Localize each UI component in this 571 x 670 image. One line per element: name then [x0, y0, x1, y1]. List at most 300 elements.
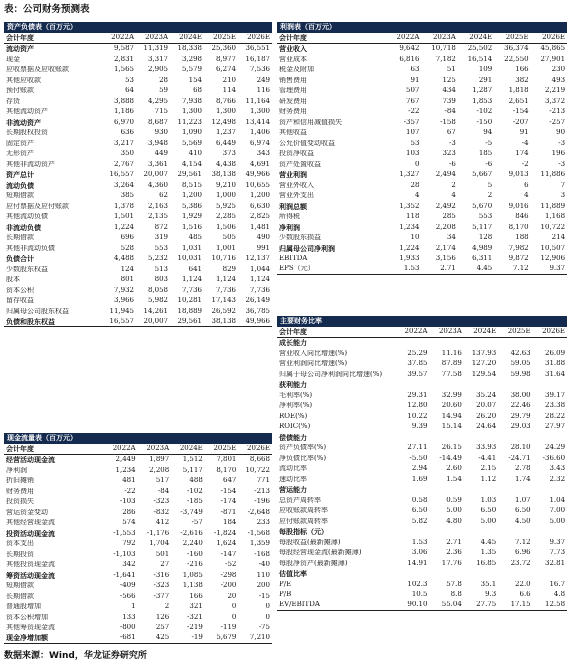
cell-value: 20.07: [476, 402, 497, 410]
cell-value: 49,966: [245, 171, 270, 179]
cell-value: 20: [227, 592, 237, 600]
cell-value: 8,687: [147, 118, 168, 126]
cell-value: 1,516: [181, 223, 202, 231]
row-label: 营业收入同比增速(%): [279, 349, 348, 357]
table-row: [4, 75, 272, 86]
cell-value: 410: [188, 150, 202, 158]
cell-value: 991: [256, 244, 270, 252]
cell-value: 11,164: [245, 97, 270, 105]
cell-value: 35.1: [480, 580, 497, 588]
cell-value: 553: [154, 244, 168, 252]
cell-value: 24.64: [476, 423, 497, 431]
cell-value: 63: [410, 66, 420, 74]
row-label: 短期借款: [6, 582, 34, 590]
table-row: [277, 117, 567, 128]
cell-value: 1,818: [508, 87, 529, 95]
cell-value: 25,502: [467, 45, 493, 53]
cell-value: 27,901: [540, 55, 566, 63]
table-row: [4, 285, 272, 296]
cell-value: 137.93: [471, 349, 497, 357]
table-row: [4, 560, 272, 571]
cell-value: 1: [131, 603, 136, 611]
cell-value: 11,889: [540, 202, 566, 210]
cell-value: 14.94: [441, 412, 462, 420]
cell-value: 2,240: [182, 540, 203, 548]
cell-value: 14.91: [407, 559, 428, 567]
cell-value: 7,182: [435, 55, 456, 63]
column-header-row: [277, 33, 567, 44]
cell-value: 12.80: [407, 402, 428, 410]
cell-value: 1,704: [149, 540, 170, 548]
cell-value: 196: [551, 150, 566, 158]
cell-value: 1,506: [215, 223, 236, 231]
cell-value: -84: [444, 108, 456, 116]
cell-value: 2,651: [508, 97, 529, 105]
table-row: [4, 317, 272, 328]
table-row: [277, 359, 567, 370]
cell-value: 4.45: [476, 265, 493, 273]
row-label: 流动负债: [6, 181, 34, 189]
cell-value: -1,103: [113, 550, 136, 558]
cell-value: -22: [124, 487, 136, 495]
cell-value: 1,853: [472, 97, 493, 105]
cell-value: 3,888: [113, 97, 134, 105]
cell-value: 12,137: [245, 255, 270, 263]
table-row: [4, 254, 272, 265]
table-row: [4, 128, 272, 139]
cell-value: 2,163: [147, 202, 168, 210]
table-row: [4, 138, 272, 149]
row-label: 应付票据及应付账款: [6, 202, 69, 210]
cell-value: 11,945: [109, 307, 134, 315]
cell-value: 6,274: [215, 66, 236, 74]
cell-value: 29,561: [177, 317, 202, 325]
cell-value: -216: [187, 561, 203, 569]
cell-value: 16.7: [549, 580, 566, 588]
row-label: 其他收益: [279, 129, 307, 137]
row-label: 留存收益: [6, 297, 34, 305]
row-label: 营业外收入: [279, 181, 314, 189]
cell-value: 872: [154, 223, 168, 231]
cell-value: 18,889: [177, 307, 202, 315]
table-row: [277, 569, 567, 580]
cell-value: 20,007: [143, 171, 168, 179]
cell-value: 67: [446, 129, 456, 137]
cell-value: 8,515: [181, 181, 202, 189]
row-label: 短期借款: [6, 192, 34, 200]
table-row: [277, 474, 567, 485]
cell-value: -19: [191, 634, 203, 642]
cell-value: 4,989: [472, 244, 493, 252]
cell-value: 490: [256, 234, 270, 242]
row-label: 筹资活动现金流: [6, 571, 55, 579]
cell-value: 166: [515, 66, 529, 74]
cell-value: 1,287: [472, 87, 493, 95]
table-row: [277, 44, 567, 55]
cell-value: 29.03: [510, 423, 531, 431]
cell-value: 507: [406, 87, 420, 95]
cell-value: 0.58: [411, 496, 428, 504]
data-source-note: 数据来源：Wind，华龙证券研究所: [4, 651, 147, 661]
column-header-year: 2025E: [213, 34, 236, 42]
table-row: [4, 107, 272, 118]
cell-value: -377: [153, 592, 170, 600]
cell-value: 174: [515, 150, 529, 158]
cell-value: 517: [155, 477, 170, 485]
cell-value: 39.57: [407, 370, 428, 378]
table-row: [4, 264, 272, 275]
table-row: [277, 548, 567, 559]
row-label: ROIC(%): [279, 423, 311, 431]
table-row: [4, 581, 272, 592]
cell-value: 7,932: [113, 286, 134, 294]
row-label: 负债合计: [6, 255, 34, 263]
row-label: 速动比率: [279, 475, 307, 483]
table-row: [4, 296, 272, 307]
balance-sheet-header: 资产负债表（百万元）: [4, 22, 272, 33]
row-label: 非流动负债: [6, 223, 41, 231]
column-header-row: [4, 33, 272, 44]
row-label: EV/EBITDA: [279, 601, 320, 609]
cell-value: 7,210: [249, 634, 270, 642]
cell-value: 767: [406, 97, 420, 105]
cell-value: 6,630: [249, 202, 270, 210]
cell-value: 188: [515, 234, 529, 242]
row-label: 其他流动负债: [6, 213, 48, 221]
cell-value: -36.60: [542, 454, 566, 462]
cell-value: 20,007: [143, 317, 168, 325]
cell-value: 32.99: [441, 391, 462, 399]
cell-value: 77.58: [441, 370, 462, 378]
cell-value: 10,655: [245, 181, 270, 189]
cell-value: 5,579: [181, 66, 202, 74]
cell-value: 505: [222, 234, 236, 242]
cell-value: 803: [154, 276, 168, 284]
table-row: [4, 243, 272, 254]
cell-value: -213: [254, 487, 270, 495]
cell-value: 62: [159, 192, 168, 200]
row-label: 销售费用: [279, 76, 307, 84]
cell-value: 8,766: [215, 97, 236, 105]
table-row: [4, 539, 272, 550]
table-row: [277, 537, 567, 548]
row-label: P/E: [279, 580, 292, 588]
table-row: [277, 86, 567, 97]
cell-value: 28: [410, 181, 420, 189]
cell-value: -200: [220, 582, 237, 590]
cell-value: -1,553: [113, 529, 136, 537]
cell-value: 1,138: [182, 582, 203, 590]
table-row: [277, 75, 567, 86]
table-row: [277, 411, 567, 422]
cell-value: 36,374: [504, 45, 529, 53]
cell-value: -57: [191, 519, 203, 527]
table-row: [4, 528, 272, 539]
row-label: 每股收益(最新摊薄): [279, 538, 341, 546]
cell-value: 103: [406, 150, 420, 158]
cell-value: -2,648: [247, 508, 270, 516]
row-label: ROE(%): [279, 412, 308, 420]
column-header-year: 2023A: [438, 328, 462, 336]
table-row: [4, 455, 272, 466]
cell-value: 8,977: [215, 55, 236, 63]
cell-value: 373: [222, 150, 236, 158]
cell-value: -174: [220, 498, 237, 506]
cell-value: 5,386: [181, 202, 202, 210]
financial-ratios-header: 主要财务比率: [277, 316, 567, 327]
cell-value: 5.00: [549, 517, 566, 525]
cell-value: 425: [155, 634, 170, 642]
cell-value: 27.75: [476, 601, 497, 609]
cell-value: 126: [155, 613, 170, 621]
table-row: [4, 518, 272, 529]
cell-value: 38,138: [211, 171, 236, 179]
cell-value: 493: [551, 76, 566, 84]
table-row: [277, 464, 567, 475]
cell-value: 1.03: [480, 496, 497, 504]
cell-value: -3: [558, 139, 566, 147]
cell-value: 11,319: [143, 45, 168, 53]
cell-value: 17.15: [510, 601, 531, 609]
cell-value: 27.97: [544, 423, 566, 431]
cell-value: 9,587: [113, 45, 134, 53]
cell-value: -3: [448, 139, 456, 147]
cell-value: -357: [403, 118, 420, 126]
cell-value: 6,816: [399, 55, 420, 63]
cell-value: 2.71: [446, 538, 462, 546]
row-label: 其他筹资现金流: [6, 624, 55, 632]
column-header-year: 2024E: [473, 328, 497, 336]
table-row: [277, 96, 567, 107]
cell-value: 29.79: [510, 412, 531, 420]
cell-value: -102: [476, 108, 493, 116]
cell-value: 9,210: [215, 181, 236, 189]
column-header-label: 会计年度: [279, 328, 307, 336]
cell-value: 109: [478, 66, 493, 74]
cell-value: 166: [189, 592, 203, 600]
cell-value: 12,906: [540, 255, 566, 263]
cell-value: 26.09: [544, 349, 566, 357]
table-row: [277, 600, 567, 611]
cell-value: 9.37: [549, 538, 566, 546]
cell-value: 23.38: [544, 402, 566, 410]
table-row: [277, 149, 567, 160]
cell-value: 5.00: [446, 507, 462, 515]
cell-value: 846: [515, 213, 529, 221]
cell-value: 4,154: [181, 160, 202, 168]
cell-value: 930: [154, 129, 168, 137]
cell-value: 2: [451, 181, 456, 189]
row-label: 营运资金变动: [6, 508, 48, 516]
table-row: [4, 201, 272, 212]
cell-value: 35.24: [476, 391, 497, 399]
cell-value: 4,488: [113, 255, 134, 263]
cell-value: 23.72: [510, 559, 531, 567]
cell-value: 1,224: [399, 244, 420, 252]
column-header-year: 2025E: [507, 328, 531, 336]
table-row: [4, 86, 272, 97]
cell-value: 6.50: [480, 507, 497, 515]
cell-value: 0: [414, 160, 420, 168]
cell-value: 3,372: [544, 97, 566, 105]
cell-value: 2.60: [446, 465, 462, 473]
cell-value: 9,013: [508, 171, 529, 179]
table-row: [277, 432, 567, 443]
row-label: 长期投资: [6, 550, 34, 558]
row-label: 其他应收款: [6, 76, 41, 84]
cell-value: -1,568: [247, 529, 270, 537]
cell-value: -409: [119, 582, 136, 590]
table-row: [277, 401, 567, 412]
row-label: 投资活动现金流: [6, 529, 55, 537]
cash-flow-table: [4, 433, 272, 644]
table-row: [277, 159, 567, 170]
cell-value: 55.04: [441, 601, 462, 609]
row-label: 财务费用: [6, 487, 34, 495]
cell-value: 2.36: [446, 549, 462, 557]
cell-value: -2: [521, 160, 529, 168]
cell-value: 0: [265, 603, 270, 611]
table-row: [277, 180, 567, 191]
cell-value: 323: [442, 150, 456, 158]
cell-value: 28.10: [510, 444, 531, 452]
cell-value: 1,085: [182, 571, 203, 579]
row-label: 负债和股东权益: [6, 317, 55, 325]
cell-value: 11,223: [177, 118, 202, 126]
cell-value: 3,298: [181, 55, 202, 63]
cell-value: 434: [442, 87, 456, 95]
cell-value: 125: [442, 76, 456, 84]
cell-value: 574: [122, 519, 136, 527]
cell-value: 5,667: [472, 171, 493, 179]
cell-value: -832: [153, 508, 170, 516]
cell-value: 1,929: [181, 213, 202, 221]
column-header-year: 2022A: [112, 445, 136, 453]
cell-value: 28.22: [544, 412, 566, 420]
cell-value: 49,966: [245, 317, 270, 325]
cell-value: 26.15: [441, 444, 462, 452]
table-row: [4, 180, 272, 191]
cell-value: -119: [220, 624, 237, 632]
table-row: [4, 549, 272, 560]
cell-value: 26,149: [245, 297, 270, 305]
table-row: [4, 465, 272, 476]
row-label: 营业收入: [279, 45, 307, 53]
table-row: [4, 212, 272, 223]
cell-value: 7,736: [181, 286, 202, 294]
cell-value: 249: [256, 76, 270, 84]
row-label: 总资产周转率: [279, 496, 321, 504]
table-row: [4, 591, 272, 602]
cell-value: 25,360: [211, 45, 236, 53]
cell-value: 8,668: [249, 456, 270, 464]
cell-value: 2,825: [249, 213, 270, 221]
cell-value: 553: [478, 213, 493, 221]
cell-value: -6: [448, 160, 456, 168]
cell-value: -5: [485, 139, 493, 147]
cell-value: 3,217: [113, 139, 134, 147]
cell-value: 17,143: [211, 297, 236, 305]
cell-value: -52: [225, 561, 237, 569]
cell-value: 110: [256, 571, 270, 579]
cell-value: 39.17: [544, 391, 566, 399]
cell-value: 2.15: [480, 465, 497, 473]
column-header-year: 2023A: [145, 34, 168, 42]
table-row: [277, 212, 567, 223]
cell-value: 0: [231, 613, 237, 621]
cell-value: 10,031: [177, 255, 202, 263]
cell-value: 5,117: [472, 223, 493, 231]
cell-value: 102.3: [407, 580, 428, 588]
row-label: 归属母公司股东权益: [6, 307, 69, 315]
cell-value: 2,208: [435, 223, 456, 231]
cell-value: 2.71: [440, 265, 456, 273]
cell-value: 42.63: [510, 349, 531, 357]
table-row: [277, 453, 567, 464]
table-row: [277, 422, 567, 433]
table-row: [277, 338, 567, 349]
cell-value: 2,767: [113, 160, 134, 168]
cell-value: 10.5: [411, 591, 428, 599]
cell-value: -14.49: [439, 454, 462, 462]
cell-value: 16.85: [476, 559, 497, 567]
cell-value: 1.53: [411, 538, 428, 546]
cell-value: 1,406: [249, 129, 270, 137]
cell-value: 2: [487, 192, 493, 200]
cell-value: 829: [222, 265, 236, 273]
cell-value: 116: [256, 87, 270, 95]
column-header-year: 2025E: [213, 445, 237, 453]
cell-value: -566: [119, 592, 136, 600]
cell-value: -4: [521, 139, 529, 147]
row-label: 所得税: [279, 213, 300, 221]
row-label: 公允价值变动收益: [279, 139, 335, 147]
table-row: [4, 623, 272, 634]
row-label: 营业外支出: [279, 192, 314, 200]
cell-value: 449: [154, 150, 168, 158]
table-row: [4, 44, 272, 55]
cell-value: 1,000: [215, 192, 236, 200]
column-header-year: 2026E: [542, 328, 566, 336]
cell-value: 641: [188, 265, 202, 273]
cell-value: 501: [155, 550, 170, 558]
row-label: 资产负债率(%): [279, 444, 327, 452]
cell-value: 696: [120, 234, 134, 242]
row-label: 流动资产: [6, 45, 34, 53]
cell-value: 9.39: [411, 423, 428, 431]
cell-value: 0: [265, 613, 270, 621]
cell-value: 31.64: [544, 370, 566, 378]
cell-value: 9.3: [485, 591, 497, 599]
cell-value: -6: [485, 160, 493, 168]
cell-value: 4,295: [147, 97, 168, 105]
row-label: 其他经营现金流: [6, 519, 55, 527]
cell-value: 90: [556, 129, 566, 137]
table-row: [277, 170, 567, 181]
cell-value: 5,982: [147, 297, 168, 305]
cell-value: 2,831: [113, 55, 134, 63]
cell-value: 127.20: [471, 360, 497, 368]
cell-value: 87.89: [441, 360, 462, 368]
cell-value: 3,317: [147, 55, 168, 63]
row-label: 管理费用: [279, 87, 307, 95]
cell-value: 185: [478, 150, 493, 158]
cell-value: -147: [220, 550, 237, 558]
cell-value: 37.85: [407, 360, 428, 368]
cell-value: 32.81: [544, 559, 566, 567]
cell-value: -800: [119, 624, 136, 632]
cell-value: 33.93: [476, 444, 497, 452]
